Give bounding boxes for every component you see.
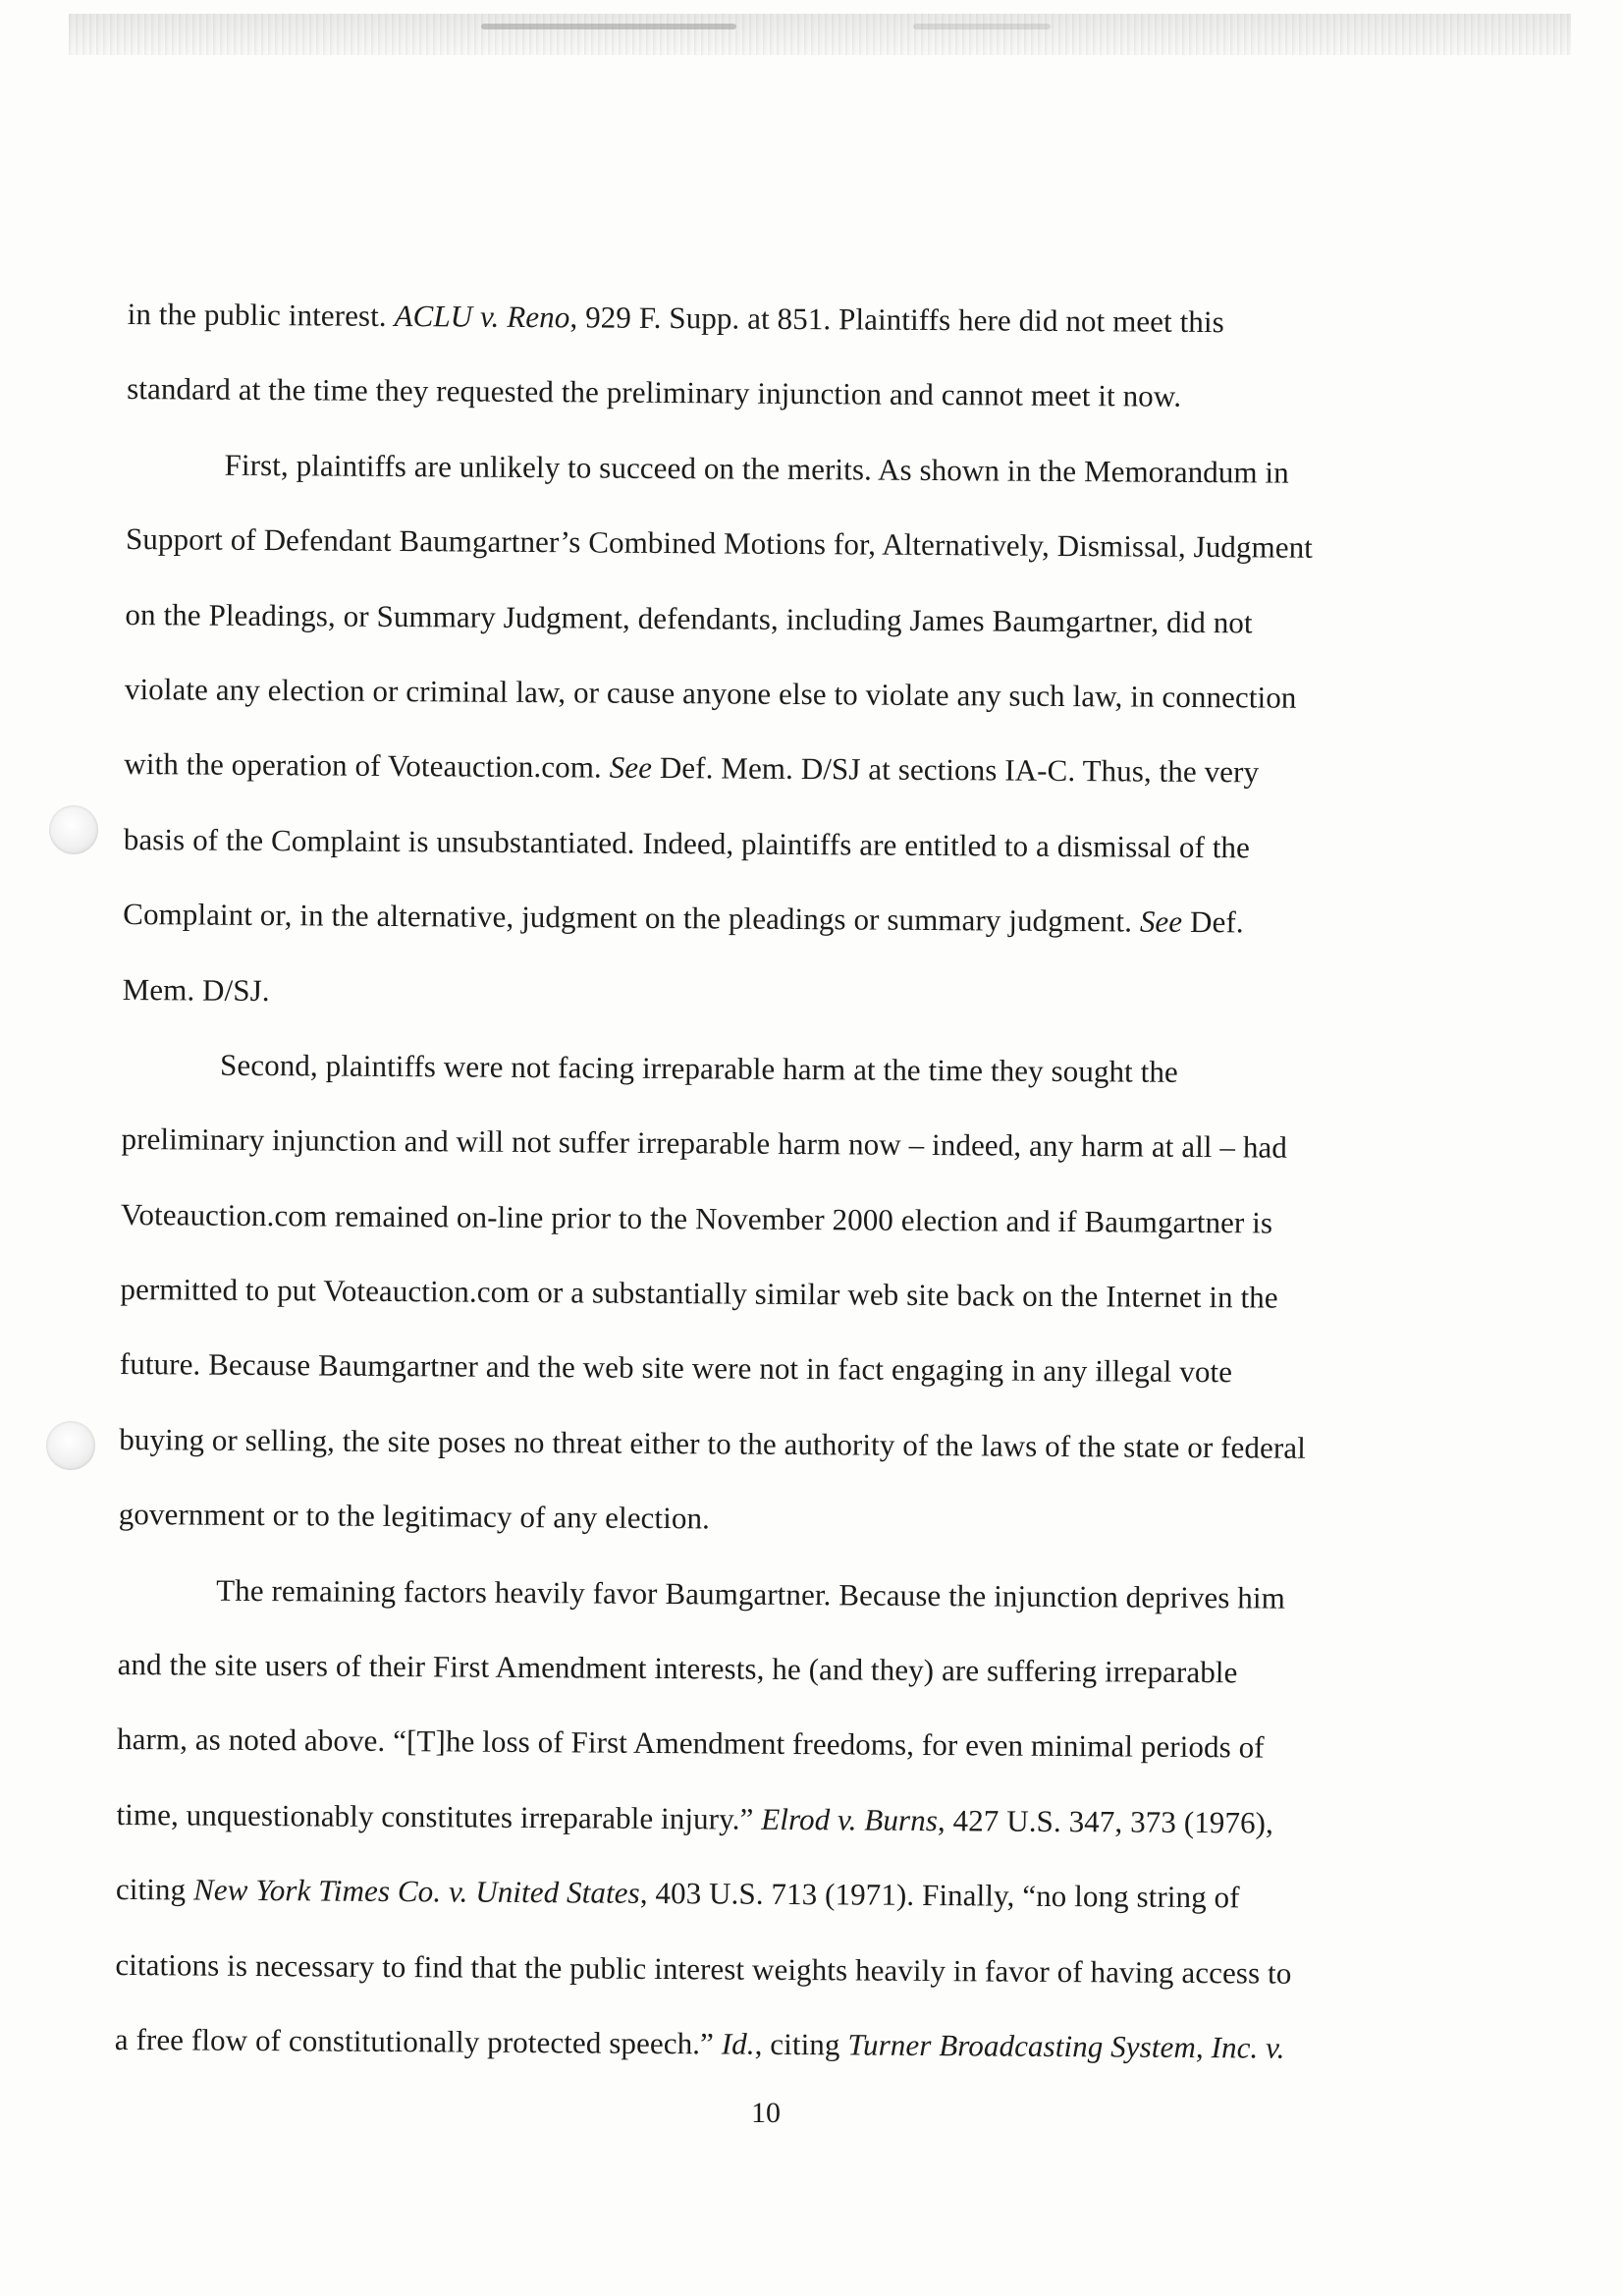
text-line (127, 352, 1433, 436)
text-segment: in the public interest. (127, 296, 395, 333)
text-line (127, 277, 1433, 361)
text-line (120, 1327, 1427, 1411)
text-line (118, 1477, 1425, 1561)
text-line (126, 427, 1433, 512)
text-segment: and the site users of their First Amendment interests, he (and they) are suffering irreparable (117, 1646, 1238, 1690)
text-segment: preliminary injunction and will not suffer irreparable harm now – indeed, any harm at all – had (121, 1121, 1288, 1165)
text-line (115, 1928, 1422, 2012)
italic-citation: Elrod v. Burns (761, 1801, 939, 1837)
scan-streak (481, 24, 736, 29)
text-segment: The remaining factors heavily favor Baumgartner. Because the injunction deprives him (216, 1572, 1286, 1615)
text-line (118, 1553, 1425, 1637)
punch-hole-mark (46, 1421, 95, 1470)
text-segment: , citing (754, 2026, 848, 2062)
punch-hole-mark (49, 805, 98, 854)
text-segment: buying or selling, the site poses no threat either to the authority of the laws of the state or federal (119, 1421, 1307, 1465)
text-line (125, 652, 1432, 737)
italic-citation: ACLU v. Reno (394, 298, 570, 335)
text-line (126, 502, 1433, 586)
text-line (121, 1177, 1428, 1262)
italic-citation: New York Times Co. v. United States (192, 1872, 640, 1911)
text-segment: , 427 U.S. 347, 373 (1976), (937, 1802, 1274, 1840)
page-number: 10 (751, 2097, 781, 2129)
text-line (119, 1402, 1426, 1487)
text-line (117, 1627, 1424, 1712)
text-line (120, 1252, 1427, 1337)
text-line (116, 1852, 1423, 1937)
text-line (122, 1027, 1429, 1112)
text-line (125, 577, 1432, 662)
text-segment: government or to the legitimacy of any election. (118, 1497, 711, 1536)
text-line (115, 2002, 1422, 2087)
text-segment: violate any election or criminal law, or cause anyone else to violate any such law, in connection (124, 671, 1297, 715)
italic-citation: See (609, 749, 653, 786)
text-segment: standard at the time they requested the preliminary injunction and cannot meet it now. (127, 371, 1182, 414)
italic-citation: Turner Broadcasting System, Inc. v. (847, 2027, 1285, 2065)
text-segment: permitted to put Voteauction.com or a substantially similar web site back on the Internet in the (120, 1272, 1278, 1315)
text-segment: citations is necessary to find that the public interest weights heavily in favor of having access to (115, 1946, 1292, 1991)
text-segment: time, unquestionably constitutes irreparable injury.” (116, 1796, 762, 1836)
text-segment: Second, plaintiffs were not facing irreparable harm at the time they sought the (219, 1047, 1178, 1089)
text-segment: Def. (1182, 904, 1244, 940)
text-line (121, 1102, 1428, 1186)
text-segment: citing (115, 1872, 194, 1907)
text-segment: future. Because Baumgartner and the web site were not in fact engaging in any illegal vote (119, 1346, 1233, 1390)
text-segment: Def. Mem. D/SJ at sections IA-C. Thus, the very (651, 750, 1260, 790)
text-segment: Complaint or, in the alternative, judgment on the pleadings or summary judgment. (123, 897, 1141, 939)
text-line (116, 1777, 1423, 1862)
text-line (124, 727, 1431, 811)
text-segment: basis of the Complaint is unsubstantiated. Indeed, plaintiffs are entitled to a dismissal of the (123, 821, 1251, 865)
body-text (115, 277, 1433, 2087)
scan-streak (913, 24, 1051, 29)
text-line (124, 802, 1431, 887)
text-line (117, 1702, 1424, 1786)
text-segment: Support of Defendant Baumgartner’s Combined Motions for, Alternatively, Dismissal, Judgment (125, 521, 1314, 566)
text-segment: First, plaintiffs are unlikely to succeed on the merits. As shown in the Memorandum in (224, 447, 1289, 490)
text-segment: Voteauction.com remained on-line prior to the November 2000 election and if Baumgartner is (120, 1196, 1273, 1240)
text-segment: with the operation of Voteauction.com. (124, 746, 610, 785)
text-segment: , 929 F. Supp. at 851. Plaintiffs here did not meet this (569, 300, 1224, 340)
italic-citation: See (1139, 903, 1183, 940)
text-segment: harm, as noted above. “[T]he loss of First Amendment freedoms, for even minimal periods of (116, 1722, 1265, 1765)
text-segment: on the Pleadings, or Summary Judgment, defendants, including James Baumgartner, did not (125, 596, 1253, 639)
text-line (122, 952, 1429, 1036)
scan-artifact-top (69, 14, 1571, 55)
text-segment: , 403 U.S. 713 (1971). Finally, “no long string of (639, 1876, 1240, 1915)
text-line (123, 877, 1430, 961)
text-segment: a free flow of constitutionally protected speech.” (114, 2021, 722, 2061)
italic-citation: Id. (721, 2026, 755, 2061)
text-segment: Mem. D/SJ. (122, 971, 270, 1008)
